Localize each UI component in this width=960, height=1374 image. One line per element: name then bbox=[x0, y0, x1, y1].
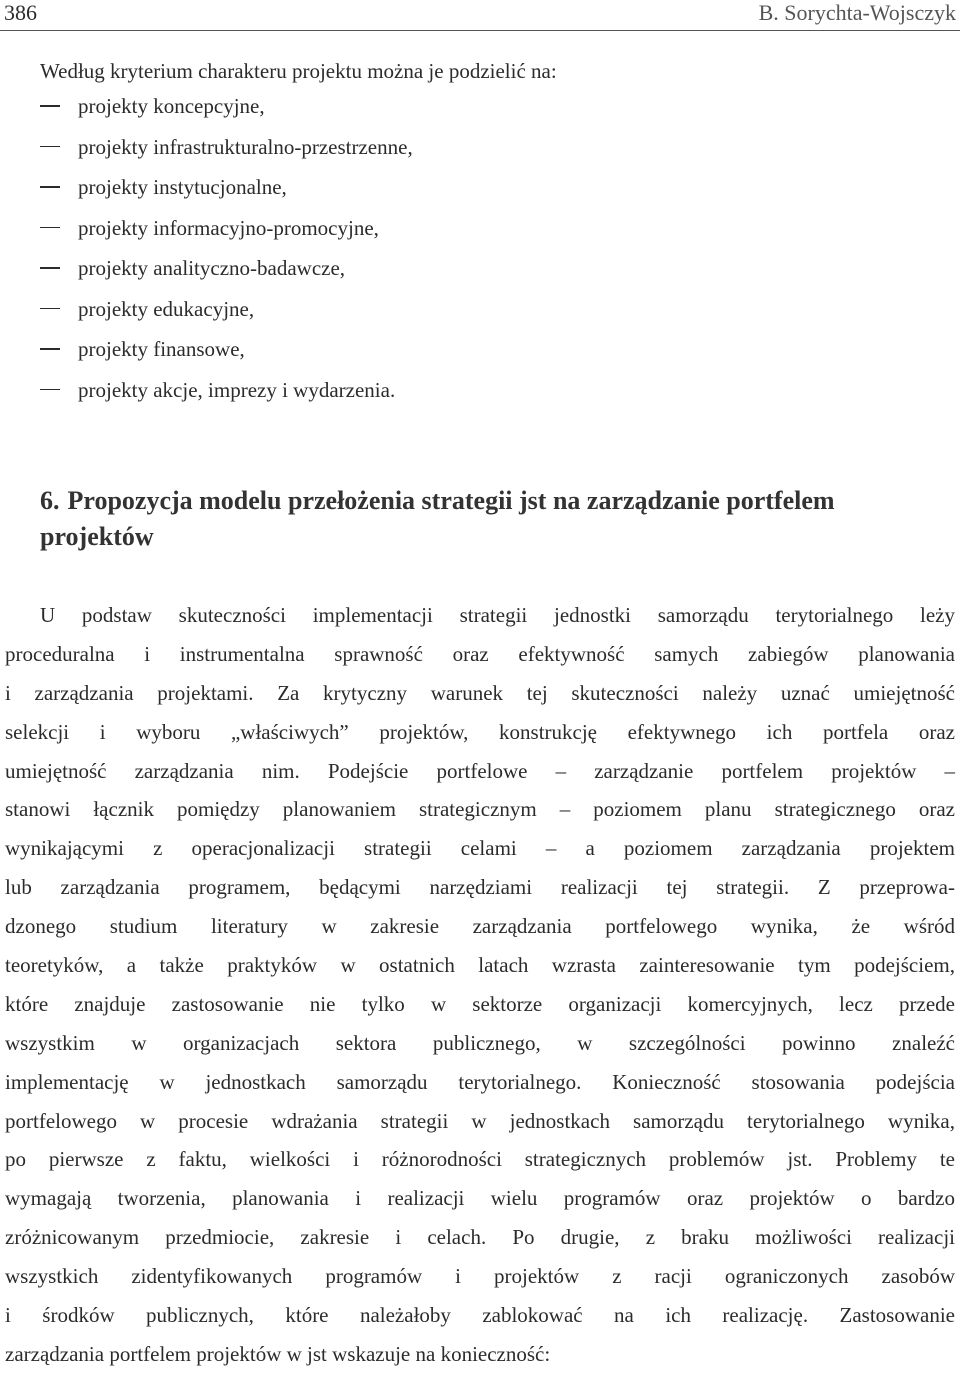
section-title-line-2: projektów bbox=[40, 522, 154, 551]
paragraph-line: po pierwsze z faktu, wielkości i różnorodności strategicznych problemów jst. Problemy te bbox=[5, 1147, 955, 1172]
paragraph-line: wymagają tworzenia, planowania i realizacji wielu programów oraz projektów o bardzo bbox=[5, 1186, 955, 1211]
paragraph-line: i zarządzania projektami. Za krytyczny warunek tej skuteczności należy uznać umiejętność bbox=[5, 680, 955, 705]
paragraph-line: zróżnicowanym przedmiocie, zakresie i celach. Po drugie, z braku możliwości realizacji bbox=[5, 1225, 955, 1250]
dash-bullet bbox=[40, 267, 60, 269]
running-header-author: B. Sorychta-Wojsczyk bbox=[758, 0, 956, 25]
list-item-text: projekty finansowe, bbox=[78, 337, 245, 361]
dash-bullet bbox=[40, 389, 60, 391]
list-item bbox=[0, 377, 413, 418]
paragraph-line: portfelowego w procesie wdrażania strategii w jednostkach samorządu terytorialnego wynika, bbox=[5, 1108, 955, 1133]
dash-bullet bbox=[40, 146, 60, 148]
paragraph-line: umiejętność zarządzania nim. Podejście portfelowe – zarządzanie portfelem projektów – bbox=[5, 758, 955, 783]
list-item-text: projekty akcje, imprezy i wydarzenia. bbox=[78, 377, 396, 402]
paragraph-line: stanowi łącznik pomiędzy planowaniem strategicznym – poziomem planu strategicznego oraz bbox=[5, 797, 955, 822]
list-item-text: projekty infrastrukturalno-przestrzenne, bbox=[78, 134, 413, 159]
list-item bbox=[0, 336, 413, 377]
paragraph-line: teoretyków, a także praktyków w ostatnich latach wzrasta zainteresowanie tym podejściem, bbox=[5, 953, 955, 978]
paragraph-line: wynikającymi z operacjonalizacji strategii celami – a poziomem zarządzania projektem bbox=[5, 836, 955, 861]
paragraph-line: zarządzania portfelem projektów w jst wskazuje na konieczność: bbox=[5, 1341, 551, 1366]
paragraph-line: i środków publicznych, które należałoby zablokować na ich realizację. Zastosowanie bbox=[5, 1303, 955, 1328]
paragraph-line: lub zarządzania programem, będącymi narzędziami realizacji tej strategii. Z przeprowa- bbox=[5, 875, 955, 900]
list-item bbox=[0, 296, 413, 337]
paragraph-line: proceduralna i instrumentalna sprawność oraz efektywność samych zabiegów planowania bbox=[5, 641, 955, 666]
list-item bbox=[0, 174, 413, 215]
page-number: 386 bbox=[4, 0, 37, 25]
dash-bullet bbox=[40, 186, 60, 188]
dash-bullet bbox=[40, 348, 60, 350]
dash-bullet bbox=[40, 105, 60, 107]
list-item bbox=[0, 93, 413, 134]
paragraph-line: dzonego studium literatury w zakresie zarządzania portfelowego wynika, że wśród bbox=[5, 914, 955, 939]
section-heading bbox=[40, 483, 930, 555]
paragraph-line: U podstaw skuteczności implementacji strategii jednostki samorządu terytorialnego leży bbox=[40, 603, 955, 627]
list-item-text: projekty edukacyjne, bbox=[78, 296, 255, 321]
list-item-text: projekty analityczno-badawcze, bbox=[78, 256, 346, 280]
section-number: 6. bbox=[40, 486, 60, 515]
list-item bbox=[0, 215, 413, 256]
list-intro: Według kryterium charakteru projektu można je podzielić na: bbox=[40, 59, 557, 83]
project-types-list bbox=[0, 93, 413, 417]
list-item-text: projekty koncepcyjne, bbox=[78, 94, 265, 118]
body-paragraph bbox=[5, 596, 955, 1374]
dash-bullet bbox=[40, 308, 60, 310]
paragraph-line: wszystkim w organizacjach sektora publicznego, w szczególności powinno znaleźć bbox=[5, 1030, 955, 1055]
list-item-text: projekty instytucjonalne, bbox=[78, 175, 287, 199]
list-item-text: projekty informacyjno-promocyjne, bbox=[78, 215, 379, 240]
paragraph-line: implementację w jednostkach samorządu terytorialnego. Konieczność stosowania podejścia bbox=[5, 1069, 955, 1094]
paragraph-line: selekcji i wyboru „właściwych” projektów, konstrukcję efektywnego ich portfela oraz bbox=[5, 719, 955, 744]
section-title-line-1: Propozycja modelu przełożenia strategii jst na zarządzanie portfelem bbox=[67, 486, 835, 515]
paragraph-line: które znajduje zastosowanie nie tylko w sektorze organizacji komercyjnych, lecz przede bbox=[5, 991, 955, 1016]
list-item bbox=[0, 134, 413, 175]
paragraph-line: wszystkich zidentyfikowanych programów i projektów z racji ograniczonych zasobów bbox=[5, 1264, 955, 1289]
dash-bullet bbox=[40, 227, 60, 229]
list-item bbox=[0, 255, 413, 296]
running-header bbox=[0, 0, 960, 31]
